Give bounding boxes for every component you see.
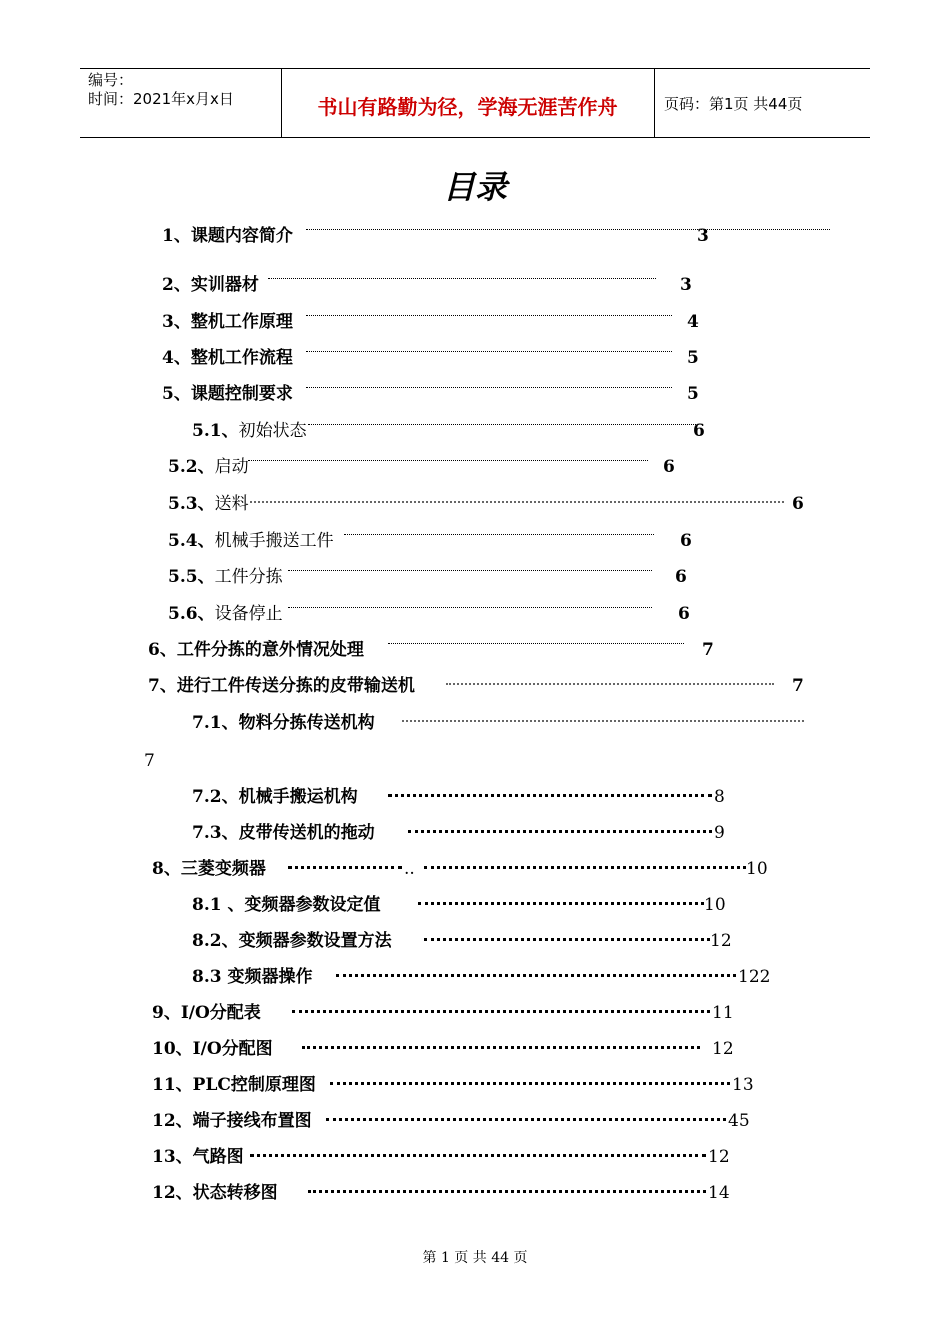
toc-page-number: 8 — [714, 787, 725, 807]
toc-entry-label: 1、课题内容简介 — [162, 226, 293, 246]
toc-entry-label: 7.2、机械手搬运机构 — [192, 787, 358, 807]
toc-entry-label: 5、课题控制要求 — [162, 384, 293, 404]
toc-page-number: 12 — [712, 1039, 734, 1059]
toc-page-number: 7 — [702, 640, 714, 660]
toc-leader — [306, 219, 830, 230]
toc-leader — [250, 491, 784, 503]
toc-entry-label: 5.4、机械手搬送工件 — [168, 531, 334, 551]
header-motto: 书山有路勤为径，学海无涯苦作舟 — [317, 95, 618, 119]
toc-entry-label: 5.5、工件分拣 — [168, 567, 283, 587]
toc-leader — [330, 1072, 730, 1085]
toc-leader — [248, 450, 648, 461]
header-page-info: 页码：第1页 共44页 — [664, 95, 803, 113]
toc-page-number: 5 — [687, 384, 699, 404]
toc-leader — [306, 377, 672, 388]
toc-entry-label: 9、I/O分配表 — [152, 1003, 261, 1023]
toc-page-number: 6 — [792, 494, 804, 514]
toc-page-number: 6 — [675, 567, 687, 587]
toc-entry-label: 7.3、皮带传送机的拖动 — [192, 823, 375, 843]
toc-page-number: 12 — [708, 1147, 730, 1167]
toc-leader — [268, 268, 656, 279]
page-title: 目录 — [442, 168, 507, 206]
toc-leader — [336, 964, 736, 977]
toc-entry-label: 6、工件分拣的意外情况处理 — [148, 640, 364, 660]
toc-page-number: 7 — [792, 676, 804, 696]
toc-leader — [308, 414, 698, 425]
toc-leader — [306, 305, 672, 316]
toc-leader — [446, 673, 774, 685]
header-meta — [88, 71, 234, 109]
toc-page-number: 9 — [714, 823, 725, 843]
toc-entry-label: 7、进行工件传送分拣的皮带输送机 — [148, 676, 415, 696]
toc-entry-label: 5.1、初始状态 — [192, 421, 307, 441]
toc-page-number: 6 — [693, 421, 705, 441]
toc-page-number: 45 — [728, 1111, 750, 1131]
toc-leader — [302, 1036, 700, 1049]
toc-entry-label: 3、整机工作原理 — [162, 312, 293, 332]
toc-page-number: 6 — [680, 531, 692, 551]
toc-leader — [388, 633, 684, 644]
toc-page-number: 11 — [712, 1003, 734, 1023]
toc-page-number: 14 — [708, 1183, 730, 1203]
serial-label: 编号： — [88, 71, 134, 89]
toc-page-number: 122 — [738, 967, 771, 987]
toc-page-number: 4 — [687, 312, 699, 332]
toc-entry-label: 8、三菱变频器 — [152, 859, 266, 879]
time-label: 时间：2021年x月x日 — [88, 90, 234, 108]
toc-leader — [288, 597, 652, 608]
toc-leader — [424, 928, 710, 941]
toc-page-number: 13 — [732, 1075, 754, 1095]
toc-leader — [308, 1180, 706, 1193]
toc-entry-mid: .. — [404, 859, 415, 879]
toc-entry-label: 11、PLC控制原理图 — [152, 1075, 316, 1095]
toc-leader — [288, 560, 652, 571]
toc-entry-label: 12、端子接线布置图 — [152, 1111, 312, 1131]
page-header — [80, 68, 870, 138]
toc-entry-label: 8.3 变频器操作 — [192, 967, 313, 987]
toc-leader — [250, 1144, 706, 1157]
toc-entry-label: 10、I/O分配图 — [152, 1039, 273, 1059]
toc-leader — [326, 1108, 726, 1121]
toc-entry-label: 12、状态转移图 — [152, 1183, 278, 1203]
toc-leader — [418, 892, 704, 905]
toc-page-number: 12 — [710, 931, 732, 951]
header-divider — [654, 69, 655, 137]
toc-page-number: 7 — [144, 751, 155, 771]
toc-leader — [388, 784, 712, 797]
toc-page-number: 10 — [746, 859, 768, 879]
page-footer: 第 1 页 共 44 页 — [422, 1250, 528, 1266]
toc-leader — [402, 710, 804, 722]
toc-page-number: 6 — [678, 604, 690, 624]
toc-leader — [344, 524, 654, 535]
toc-page-number: 10 — [704, 895, 726, 915]
toc-page-number: 5 — [687, 348, 699, 368]
toc-entry-label: 7.1、物料分拣传送机构 — [192, 713, 375, 733]
toc-entry-label: 5.6、设备停止 — [168, 604, 283, 624]
toc-leader — [424, 856, 746, 869]
toc-leader — [292, 1000, 710, 1013]
toc-entry-label: 8.2、变频器参数设置方法 — [192, 931, 392, 951]
toc-leader — [408, 820, 712, 833]
toc-entry-label: 4、整机工作流程 — [162, 348, 293, 368]
toc-entry-label: 8.1 、变频器参数设定值 — [192, 895, 381, 915]
toc-entry-label: 5.3、送料 — [168, 494, 249, 514]
toc-page-number: 6 — [663, 457, 675, 477]
toc-entry-label: 13、气路图 — [152, 1147, 244, 1167]
toc-leader — [288, 856, 402, 869]
toc-page-number: 3 — [697, 226, 709, 246]
toc-page-number: 3 — [680, 275, 692, 295]
toc-entry-label: 2、实训器材 — [162, 275, 259, 295]
toc-leader — [306, 341, 672, 352]
toc-entry-label: 5.2、启动 — [168, 457, 249, 477]
